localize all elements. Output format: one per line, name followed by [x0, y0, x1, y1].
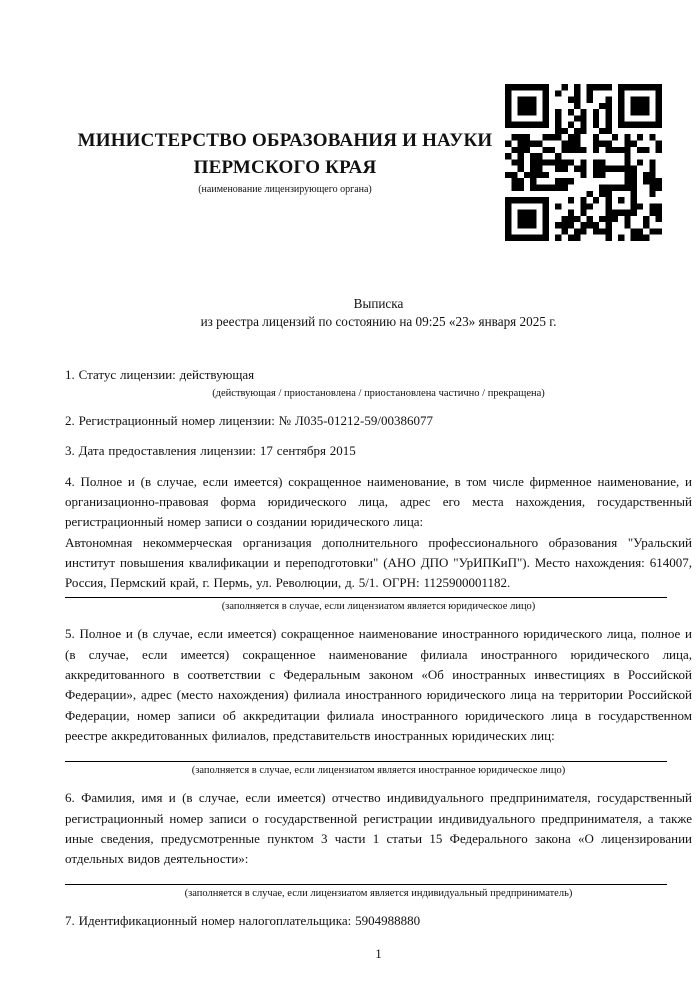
item-caption: (заполняется в случае, если лицензиатом является индивидуальный предприниматель)	[184, 888, 573, 900]
license-item-4	[65, 472, 692, 615]
license-item-7	[65, 911, 692, 931]
document-content	[65, 0, 692, 962]
item-text: 4. Полное и (в случае, если имеется) сокращенное наименование, в том числе фирменное наименование, и организационно-правовая форма юридического лица, адрес его места нахождения, государственный регистрационный номер записи о создании юридического лица:	[65, 473, 692, 530]
item-text: 7. Идентификационный номер налогоплательщика: 5904988880	[65, 913, 421, 929]
item-caption: (заполняется в случае, если лицензиатом является иностранное юридическое лицо)	[191, 765, 566, 777]
ministry-name-line2: ПЕРМСКОГО КРАЯ	[193, 156, 377, 178]
licensing-authority-block	[65, 128, 505, 195]
license-item-1	[65, 365, 692, 401]
ministry-caption: (наименование лицензирующего органа)	[198, 184, 372, 196]
license-item-2	[65, 411, 692, 431]
page-number: 1	[375, 945, 382, 961]
fill-in-rule	[65, 597, 667, 598]
item-text: 5. Полное и (в случае, если имеется) сокращенное наименование иностранного юридического лица, полное и (в случае, если имеется) сокращенное наименование филиала иностранного юридического лица, аккредитованного в соответствии с Федеральным законом «Об иностранных инвестициях в Российской Федерации», адрес (место нахождения) филиала иностранного юридического лица на территории Российской Федерации, номер записи об аккредитации филиала иностранного юридического лица в государственном реестре аккредитованных филиалов, представительств иностранных юридических лиц:	[65, 626, 692, 743]
license-item-6	[65, 788, 692, 901]
item-value: Автономная некоммерческая организация дополнительного профессионального образования "Уральский институт повышения квалификации и переподготовки" (АНО ДПО "УрИПКиП"). Место нахождения: 614007, Россия, Пермский край, г. Пермь, ул. Революции, д. 5/1. ОГРН: 1125900001182.	[65, 534, 692, 591]
item-text: 1. Статус лицензии: действующая	[65, 366, 255, 382]
item-caption: (действующая / приостановлена / приостановлена частично / прекращена)	[212, 388, 545, 400]
fill-in-rule	[65, 884, 667, 885]
license-item-5	[65, 624, 692, 778]
item-text: 3. Дата предоставления лицензии: 17 сентября 2015	[65, 443, 356, 459]
item-text: 2. Регистрационный номер лицензии: № Л035-01212-59/00386077	[65, 413, 434, 429]
item-text: 6. Фамилия, имя и (в случае, если имеется) отчество индивидуального предпринимателя, государственный регистрационный номер записи о государственной регистрации индивидуального предпринимателя, а также иные сведения, предусмотренные пунктом 3 части 1 статьи 15 Федерального закона «О лицензировании отдельных видов деятельности»:	[65, 790, 692, 867]
ministry-name-line1: МИНИСТЕРСТВО ОБРАЗОВАНИЯ И НАУКИ	[77, 130, 493, 151]
license-items	[65, 365, 692, 932]
fill-in-rule	[65, 761, 667, 762]
document-title-line2: из реестра лицензий по состоянию на 09:25 «23» января 2025 г.	[200, 314, 557, 329]
document-title	[65, 295, 692, 331]
license-item-3	[65, 441, 692, 461]
item-caption: (заполняется в случае, если лицензиатом является юридическое лицо)	[221, 601, 536, 613]
document-title-line1: Выписка	[353, 296, 404, 312]
